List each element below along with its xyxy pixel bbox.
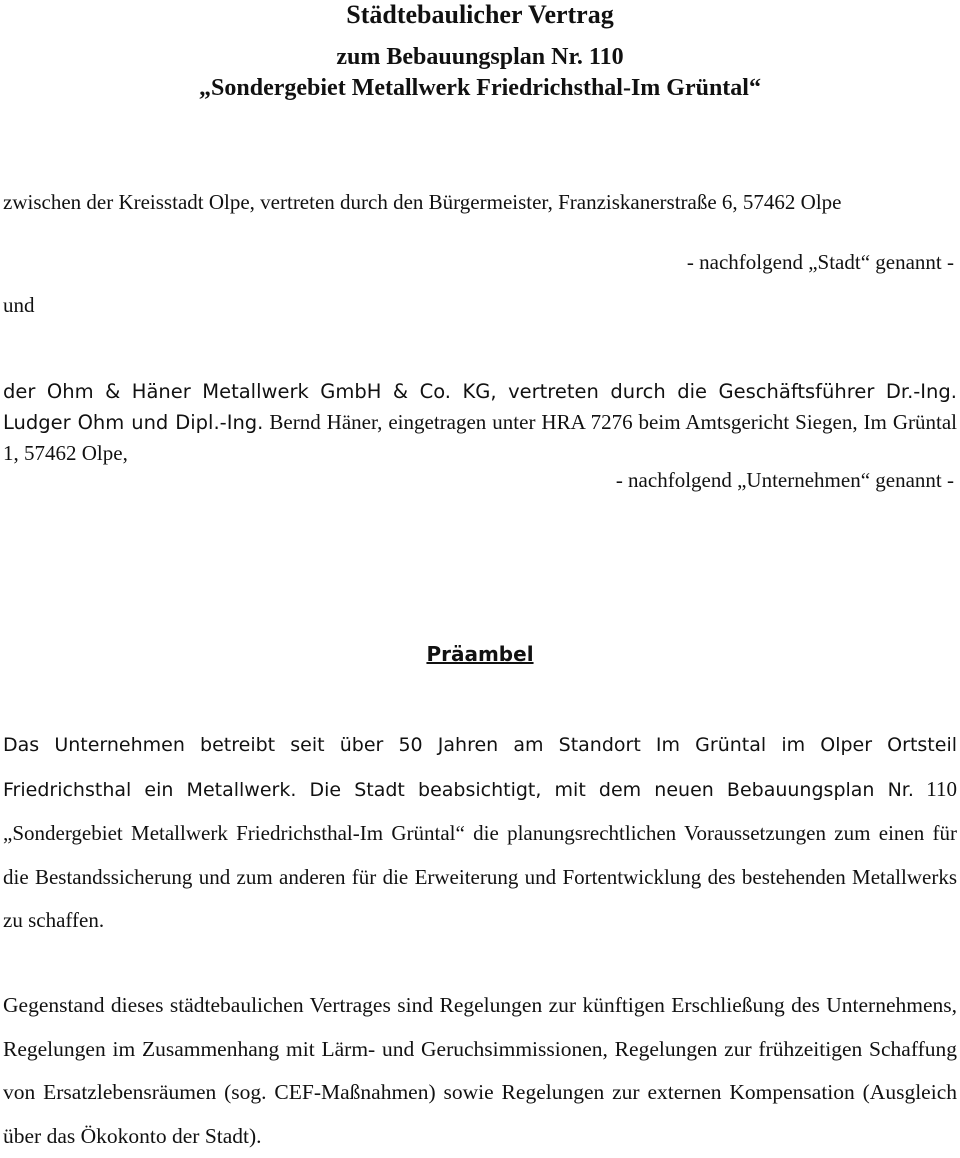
preamble-paragraph-1-serif: 110 „Sondergebiet Metallwerk Friedrichsthal-Im Grüntal“ die planungsrechtlichen Voraussetzungen zum einen für die Bestandssicherung und zum anderen für die Erweiterung und Fortentwicklung des bestehenden Metallwerks zu schaffen.: [3, 776, 957, 932]
party-city-alias: - nachfolgend „Stadt“ genannt -: [686, 250, 954, 274]
party-city: zwischen der Kreisstadt Olpe, vertreten durch den Bürgermeister, Franziskanerstraße 6, 57462 Olpe: [3, 190, 842, 214]
preamble-paragraph-2: Gegenstand dieses städtebaulichen Vertrages sind Regelungen zur künftigen Erschließung des Unternehmens, Regelungen im Zusammenhang mit Lärm- und Geruchsimmissionen, Regelungen zur frühzeitigen Schaffung von Ersatzlebensräumen (sog. CEF-Maßnahmen) sowie Regelungen zur externen Kompensation (Ausgleich über das Ökokonto der Stadt).: [3, 993, 957, 1148]
preamble-paragraph-1-sans: Das Unternehmen betreibt seit über 50 Jahren am Standort Im Grüntal im Olper Ortsteil Friedrichsthal ein Metallwerk. Die Stadt beabsichtigt, mit dem neuen Bebauungsplan Nr.: [3, 734, 957, 801]
party-conjunction: und: [3, 293, 35, 317]
plan-name: „Sondergebiet Metallwerk Friedrichsthal-Im Grüntal“: [199, 75, 761, 101]
party-company-name: der Ohm & Häner Metallwerk GmbH & Co. KG, vertreten durch die Geschäftsführer Dr.-Ing. Ludger Ohm und Dipl.-Ing.: [3, 380, 957, 434]
document-title: Städtebaulicher Vertrag: [346, 0, 614, 29]
preamble-paragraph-1: [3, 723, 957, 943]
party-company: [3, 376, 957, 468]
preamble-heading: Präambel: [426, 642, 534, 666]
document-subtitle: zum Bebauungsplan Nr. 110: [336, 44, 624, 70]
party-company-alias: - nachfolgend „Unternehmen“ genannt -: [615, 468, 954, 492]
party-company-details: Bernd Häner, eingetragen unter HRA 7276 beim Amtsgericht Siegen, Im Grüntal 1, 57462 Olpe,: [3, 410, 958, 465]
